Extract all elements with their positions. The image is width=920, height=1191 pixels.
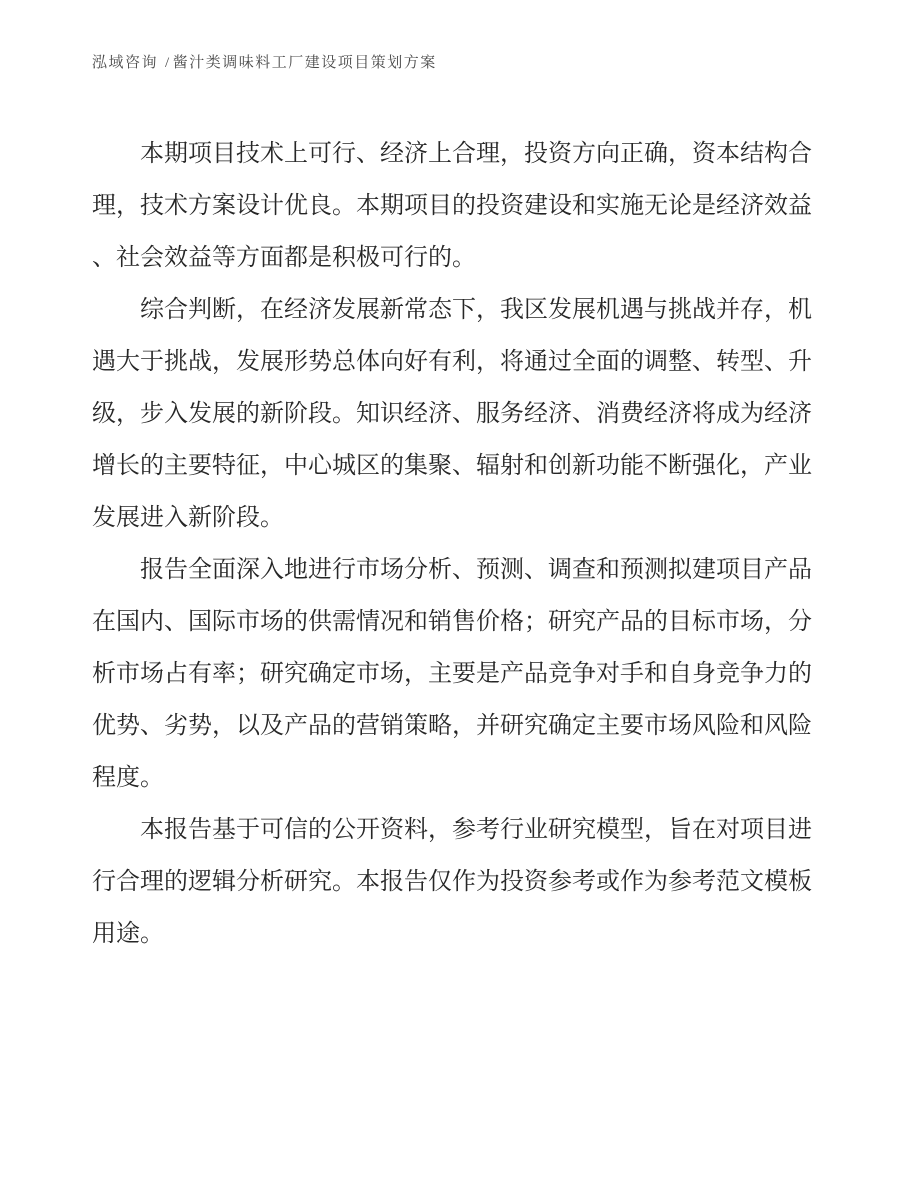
paragraph-line: 析市场占有率；研究确定市场，主要是产品竞争对手和自身竞争力的 — [92, 661, 812, 687]
paragraph-judgement — [92, 284, 812, 544]
paragraph-line: 发展进入新阶段。 — [92, 505, 284, 531]
header-separator: / — [165, 55, 171, 71]
paragraph-line: 程度。 — [92, 765, 164, 791]
company-name: 泓域咨询 — [92, 55, 159, 71]
paragraph-line: 行合理的逻辑分析研究。本报告仅作为投资参考或作为参考范文模板 — [92, 869, 812, 895]
paragraph-line: 增长的主要特征，中心城区的集聚、辐射和创新功能不断强化，产业 — [92, 453, 812, 479]
paragraph-line: 用途。 — [92, 921, 164, 947]
paragraph-line: 综合判断，在经济发展新常态下，我区发展机遇与挑战并存，机 — [140, 297, 812, 323]
paragraph-line: 、社会效益等方面都是积极可行的。 — [92, 245, 476, 271]
paragraph-line: 遇大于挑战，发展形势总体向好有利，将通过全面的调整、转型、升 — [92, 349, 812, 375]
document-header — [92, 51, 437, 72]
paragraph-disclaimer — [92, 804, 812, 960]
paragraph-line: 优势、劣势，以及产品的营销策略，并研究确定主要市场风险和风险 — [92, 713, 812, 739]
paragraph-line: 本期项目技术上可行、经济上合理，投资方向正确，资本结构合 — [140, 141, 812, 167]
paragraph-feasibility — [92, 128, 812, 284]
paragraph-line: 报告全面深入地进行市场分析、预测、调查和预测拟建项目产品 — [140, 557, 812, 583]
paragraph-market-analysis — [92, 544, 812, 804]
document-body — [92, 128, 812, 960]
paragraph-line: 级，步入发展的新阶段。知识经济、服务经济、消费经济将成为经济 — [92, 401, 812, 427]
document-title: 酱汁类调味料工厂建设项目策划方案 — [172, 55, 437, 71]
paragraph-line: 理，技术方案设计优良。本期项目的投资建设和实施无论是经济效益 — [92, 193, 812, 219]
paragraph-line: 本报告基于可信的公开资料，参考行业研究模型，旨在对项目进 — [140, 817, 812, 843]
paragraph-line: 在国内、国际市场的供需情况和销售价格；研究产品的目标市场，分 — [92, 609, 812, 635]
